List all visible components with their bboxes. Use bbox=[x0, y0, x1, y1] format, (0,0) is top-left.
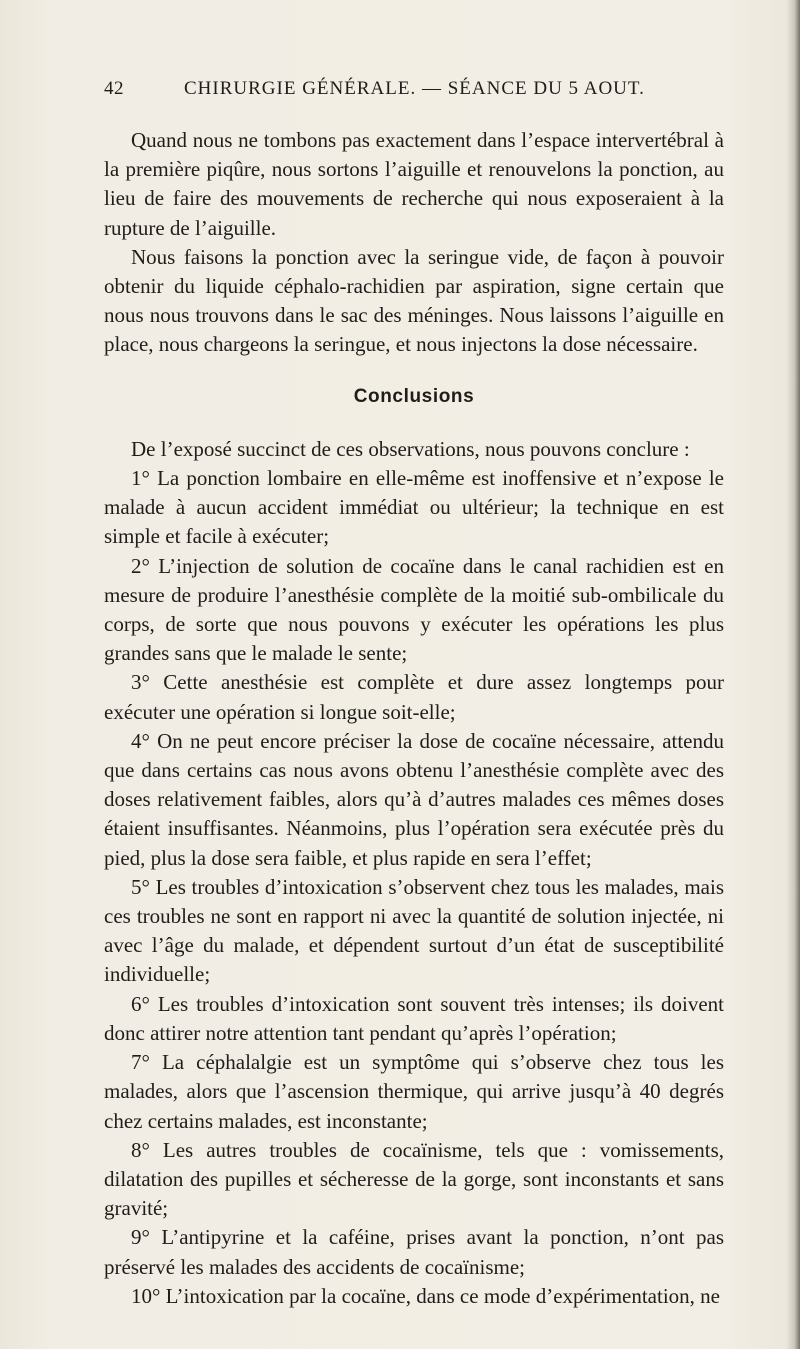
page-edge-shadow bbox=[786, 0, 800, 1349]
page-number: 42 bbox=[104, 78, 124, 99]
conclusion-item: 3° Cette anesthésie est complète et dure assez longtemps pour exécuter une opération si longue soit-elle; bbox=[104, 670, 724, 724]
section-title: Conclusions bbox=[353, 385, 475, 407]
running-title: CHIRURGIE GÉNÉRALE. — SÉANCE DU 5 AOUT. bbox=[184, 78, 645, 99]
conclusion-item: 10° L’intoxication par la cocaïne, dans ce mode d’expérimentation, ne bbox=[131, 1283, 720, 1308]
running-header bbox=[104, 78, 726, 106]
body-text bbox=[104, 126, 724, 1311]
paragraph: Quand nous ne tombons pas exactement dans l’espace intervertébral à la première piqûre, nous sortons l’aiguille et renouvelons la ponction, au lieu de faire des mouvements de recherche qui nous exposeraient à la rupture de l’aiguille. bbox=[104, 128, 724, 240]
conclusion-item: 1° La ponction lombaire en elle-même est inoffensive et n’expose le malade à aucun accident immédiat ou ultérieur; la technique en est simple et facile à exécuter; bbox=[104, 466, 724, 549]
conclusion-item: 2° L’injection de solution de cocaïne dans le canal rachidien est en mesure de produire l’anesthésie complète de la moitié sub-ombilicale du corps, de sorte que nous pouvons y exécuter les opérations les plus grandes sans que le malade le sente; bbox=[104, 553, 724, 666]
conclusion-item: 9° L’antipyrine et la caféine, prises avant la ponction, n’ont pas préservé les malades des accidents de cocaïnisme; bbox=[104, 1225, 724, 1279]
paragraph: De l’exposé succinct de ces observations, nous pouvons conclure : bbox=[131, 436, 690, 461]
paragraph: Nous faisons la ponction avec la seringue vide, de façon à pouvoir obtenir du liquide céphalo-rachidien par aspiration, signe certain que nous nous trouvons dans le sac des méninges. Nous laissons l’aiguille en place, nous chargeons la seringue, et nous injectons la dose nécessaire. bbox=[104, 244, 724, 357]
conclusion-item: 5° Les troubles d’intoxication s’observent chez tous les malades, mais ces troubles ne sont en rapport ni avec la quantité de solution injectée, ni avec l’âge du malade, et dépendent surtout d’un état de susceptibilité individuelle; bbox=[104, 874, 724, 987]
conclusion-item: 6° Les troubles d’intoxication sont souvent très intenses; ils doivent donc attirer notre attention tant pendant qu’après l’opération; bbox=[104, 991, 724, 1045]
conclusion-item: 7° La céphalalgie est un symptôme qui s’observe chez tous les malades, alors que l’ascension thermique, qui arrive jusqu’à 40 degrés chez certains malades, est inconstante; bbox=[104, 1050, 724, 1133]
conclusion-item: 8° Les autres troubles de cocaïnisme, tels que : vomissements, dilatation des pupilles et sécheresse de la gorge, sont inconstants et sans gravité; bbox=[104, 1137, 724, 1221]
conclusion-item: 4° On ne peut encore préciser la dose de cocaïne nécessaire, attendu que dans certains cas nous avons obtenu l’anesthésie complète avec des doses relativement faibles, alors qu’à d’autres malades ces mêmes doses étaient insuffisantes. Néanmoins, plus l’opération sera exécutée près du pied, plus la dose sera faible, et plus rapide en sera l’effet; bbox=[104, 728, 724, 870]
